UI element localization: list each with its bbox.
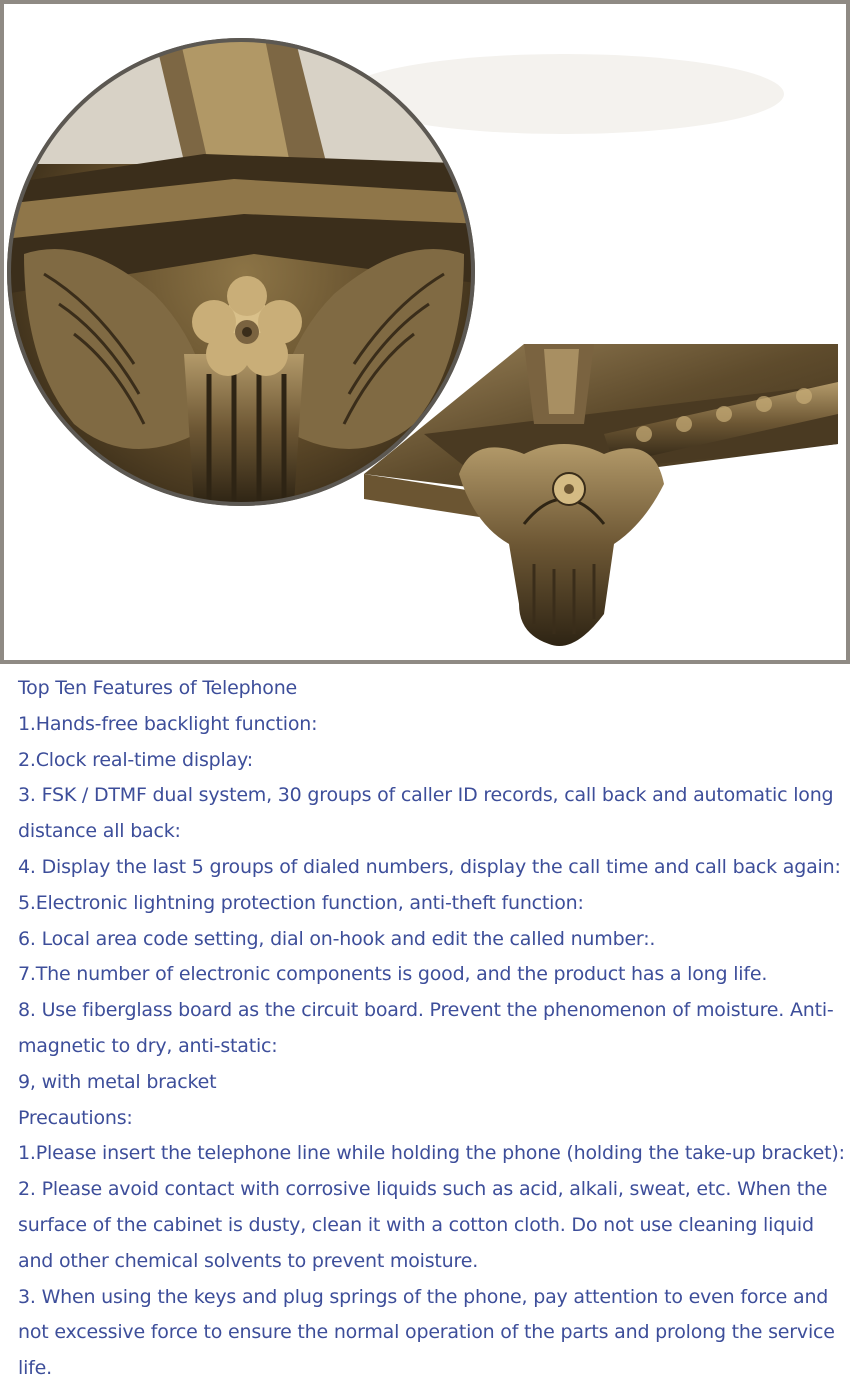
feature-item-3: 3. FSK / DTMF dual system, 30 groups of caller ID records, call back and automatic long distance all back: [18, 784, 834, 843]
precaution-item-2: 2. Please avoid contact with corrosive liquids such as acid, alkali, sweat, etc. When the surface of the cabinet is dusty, clean it with a cotton cloth. Do not use cleaning liquid and other chemical solvents to prevent moisture. [18, 1178, 828, 1272]
description-text [18, 671, 846, 1387]
product-photo [0, 0, 850, 664]
bronze-base-illustration [4, 4, 846, 660]
feature-item-4: 4. Display the last 5 groups of dialed numbers, display the call time and call back again: [18, 855, 841, 878]
feature-item-8: 8. Use fiberglass board as the circuit board. Prevent the phenomenon of moisture. Anti-magnetic to dry, anti-static: [18, 999, 834, 1057]
feature-item-1: 1.Hands-free backlight function: [18, 712, 318, 735]
feature-item-2: 2.Clock real-time display: [18, 748, 253, 771]
feature-item-5: 5.Electronic lightning protection function, anti-theft function: [18, 891, 584, 914]
precaution-item-3: 3. When using the keys and plug springs of the phone, pay attention to even force and not excessive force to ensure the normal operation of the parts and prolong the service life. [18, 1285, 835, 1380]
feature-item-6: 6. Local area code setting, dial on-hook and edit the called number:. [18, 927, 656, 950]
feature-item-9: 9, with metal bracket [18, 1070, 217, 1093]
features-title: Top Ten Features of Telephone [18, 677, 298, 699]
precaution-item-1: 1.Please insert the telephone line while holding the phone (holding the take-up bracket): [18, 1142, 845, 1165]
feature-item-7: 7.The number of electronic components is good, and the product has a long life. [18, 963, 768, 986]
precautions-title: Precautions: [18, 1106, 133, 1129]
